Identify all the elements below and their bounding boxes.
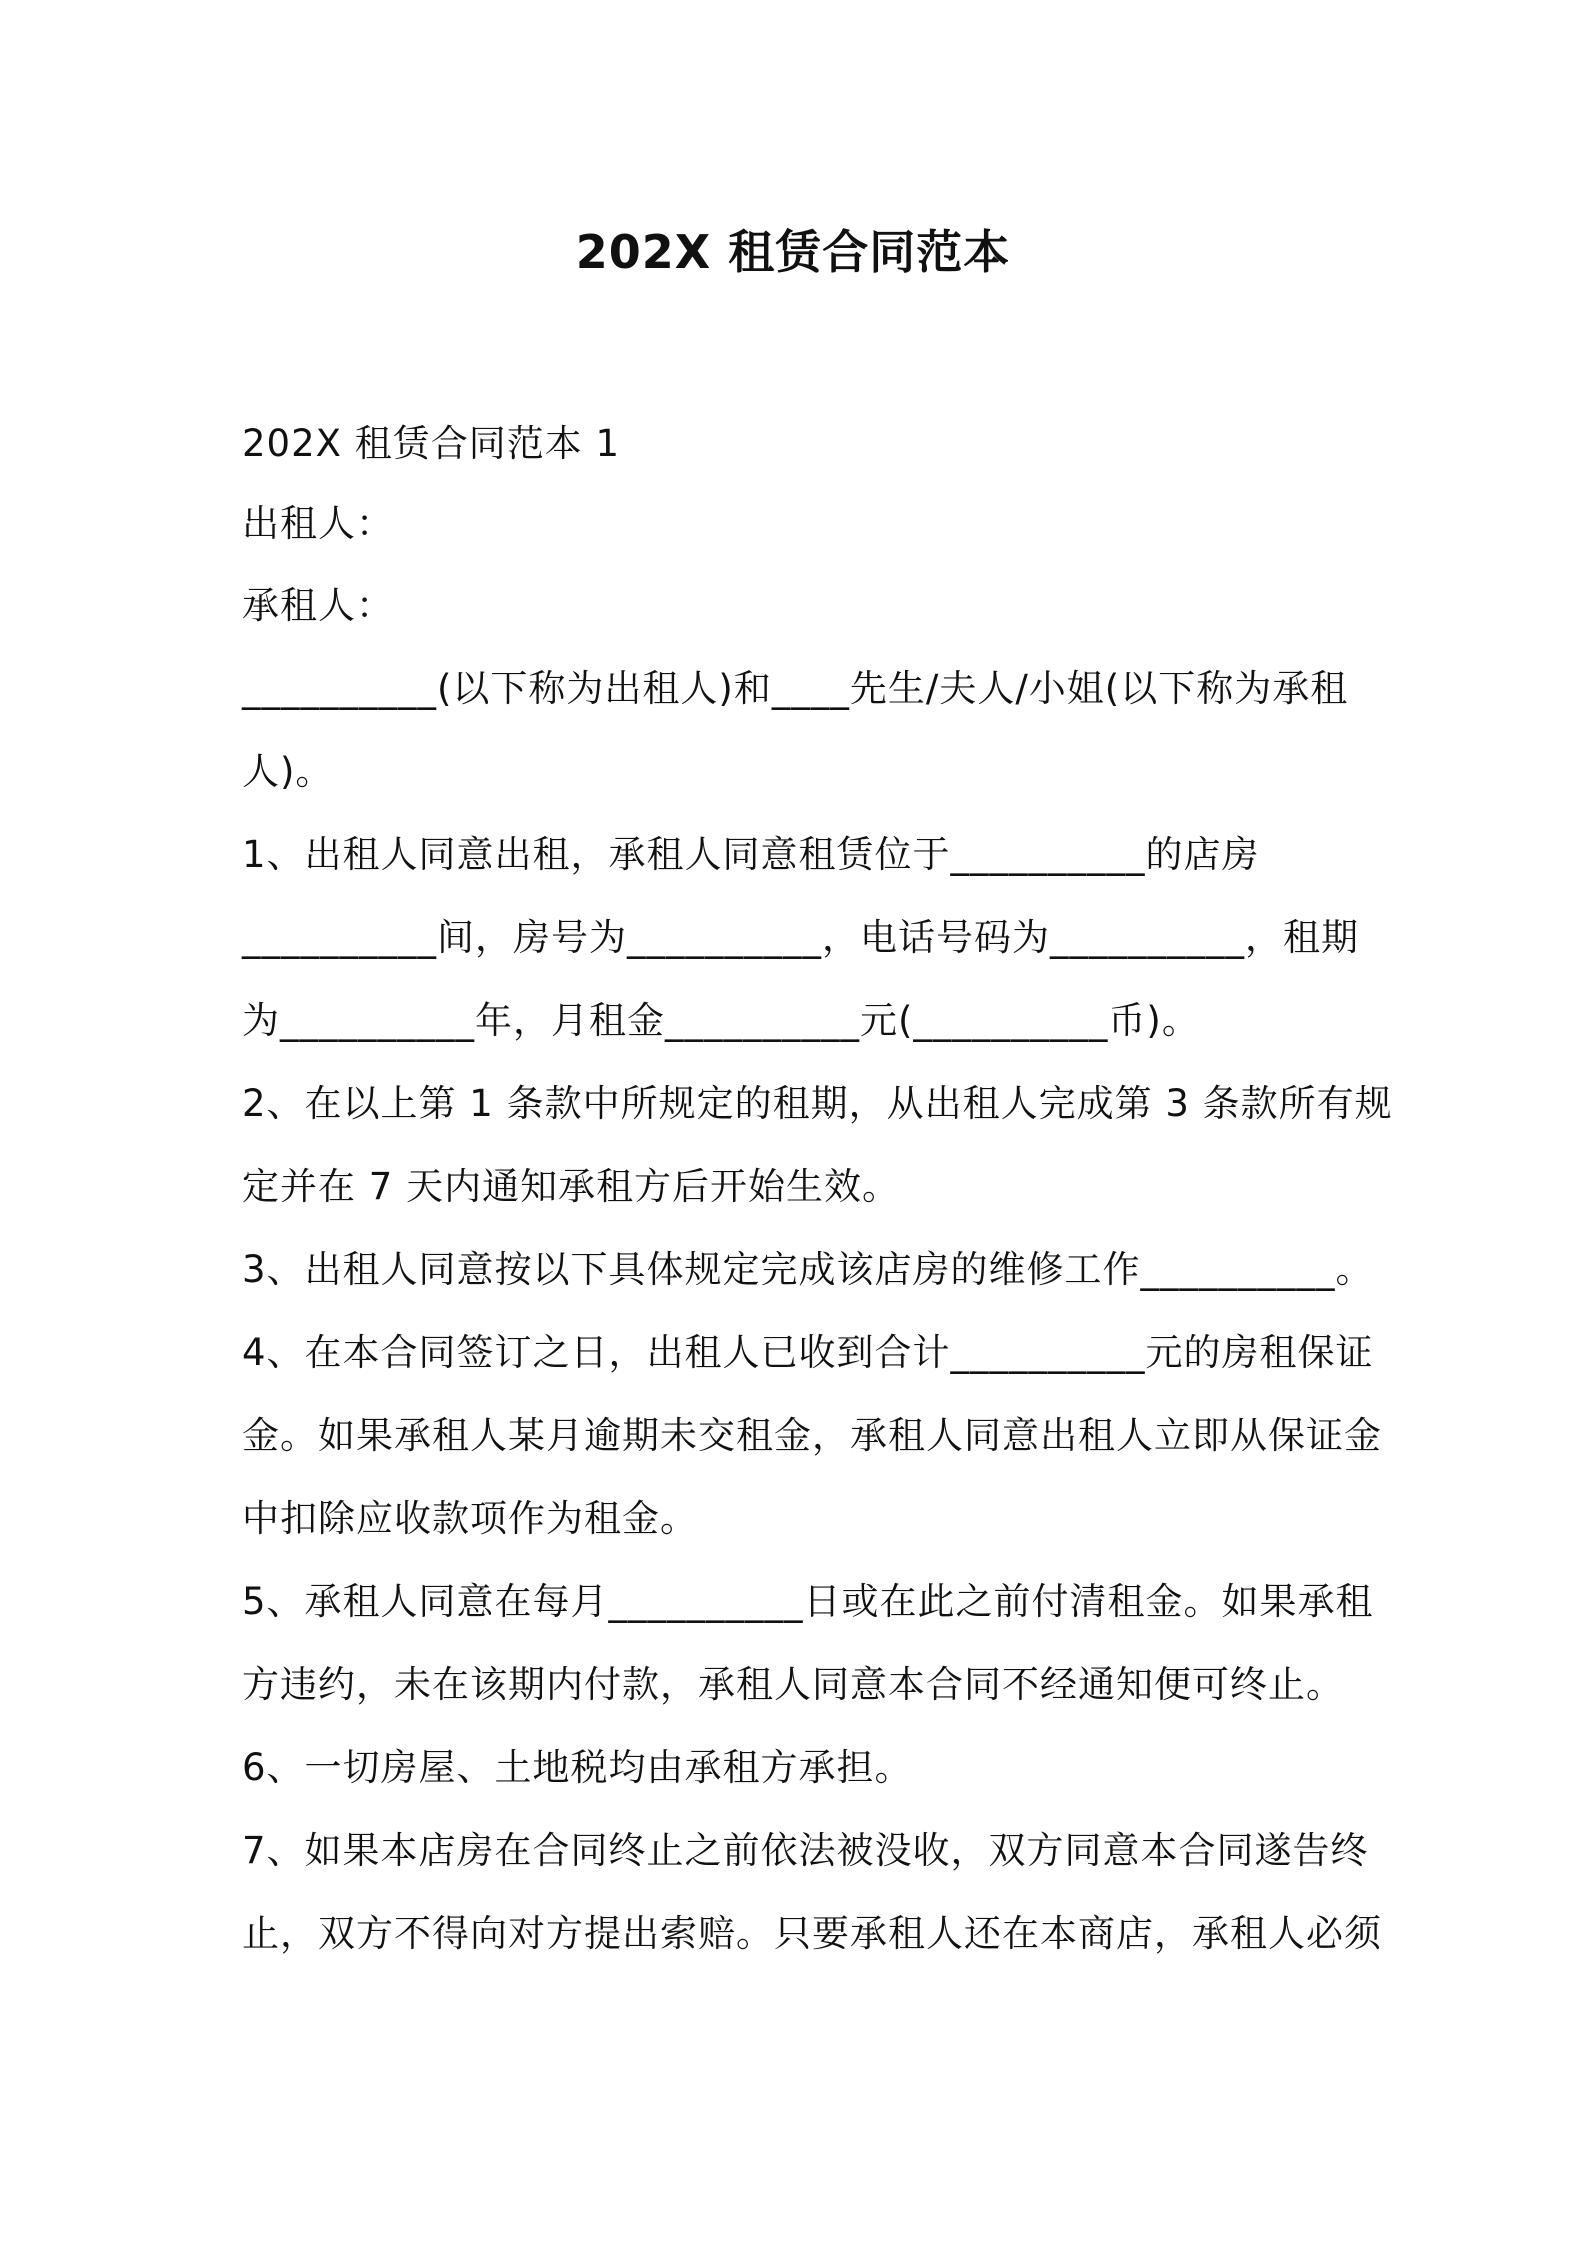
clause-1-line-2: __________间，房号为__________，电话号码为__________，租期 bbox=[242, 916, 1359, 959]
clause-5-line-2: 方违约，未在该期内付款，承租人同意本合同不经通知便可终止。 bbox=[242, 1663, 1344, 1706]
clause-2-line-1: 2、在以上第 1 条款中所规定的租期，从出租人完成第 3 条款所有规 bbox=[242, 1082, 1393, 1125]
clause-5-line-1: 5、承租人同意在每月__________日或在此之前付清租金。如果承租 bbox=[242, 1580, 1374, 1623]
clause-4-line-1: 4、在本合同签订之日，出租人已收到合计__________元的房租保证 bbox=[242, 1331, 1374, 1374]
clause-4-line-2: 金。如果承租人某月逾期未交租金，承租人同意出租人立即从保证金 bbox=[242, 1414, 1382, 1457]
parties-line: __________(以下称为出租人)和____先生/夫人/小姐(以下称为承租 bbox=[242, 667, 1349, 710]
parties-line-cont: 人)。 bbox=[242, 750, 334, 793]
clause-2-line-2: 定并在 7 天内通知承租方后开始生效。 bbox=[242, 1165, 901, 1208]
clause-6-line-1: 6、一切房屋、土地税均由承租方承担。 bbox=[242, 1746, 913, 1789]
lessor-line: 出租人： bbox=[242, 502, 394, 545]
document-title: 202X 租赁合同范本 bbox=[575, 225, 1011, 279]
clause-7-line-1: 7、如果本店房在合同终止之前依法被没收，双方同意本合同遂告终 bbox=[242, 1829, 1369, 1872]
clause-4-line-3: 中扣除应收款项作为租金。 bbox=[242, 1497, 698, 1540]
lessee-line: 承租人： bbox=[242, 584, 394, 627]
clause-1-line-3: 为__________年，月租金__________元(__________币)。 bbox=[242, 999, 1200, 1042]
clause-7-line-2: 止，双方不得向对方提出索赔。只要承租人还在本商店，承租人必须 bbox=[242, 1912, 1382, 1955]
subtitle-line: 202X 租赁合同范本 1 bbox=[242, 422, 621, 465]
clause-3-line-1: 3、出租人同意按以下具体规定完成该店房的维修工作__________。 bbox=[242, 1248, 1374, 1291]
clause-1-line-1: 1、出租人同意出租，承租人同意租赁位于__________的店房 bbox=[242, 833, 1260, 876]
